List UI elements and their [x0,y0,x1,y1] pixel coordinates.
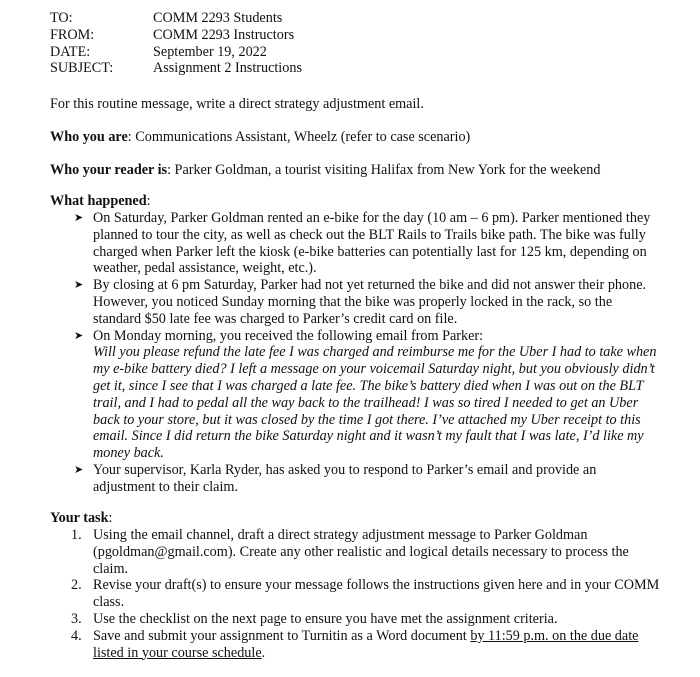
step-text: Revise your draft(s) to ensure your message follows the instructions given here and in your COMM class. [93,577,660,611]
arrow-bullet-icon: ➤ [74,329,84,342]
memo-to-row [50,10,302,27]
memo-date-row [50,44,302,61]
step-end: . [261,644,266,661]
step-number: 2. [71,577,82,594]
memo-to-value: COMM 2293 Students [153,10,283,26]
intro-paragraph: For this routine message, write a direct strategy adjustment email. [50,96,424,112]
bullet-text: By closing at 6 pm Saturday, Parker had not yet returned the bike and did not answer their phone. However, you noticed Sunday morning that the bike was properly locked in the rack, so the standard $50 late fee was charged to Parker’s credit card on file. [93,277,647,327]
list-item [50,628,660,662]
memo-from-label: FROM: [50,26,95,43]
memo-subject-label: SUBJECT: [50,60,114,77]
who-reader-label: Who your reader is [50,162,168,178]
step-number: 3. [71,610,82,627]
step-number: 1. [71,527,82,543]
your-task-colon: : [108,510,113,526]
bullet-text: On Monday morning, you received the following email from Parker: [93,327,484,344]
parker-email-quote: Will you please refund the late fee I was charged and reimburse me for the Uber I had to take when my e-bike battery died? I left a message on your voicemail Saturday night, but you obviously didn’t get it, since I see that I was charged a late fee. The bike’s battery died when I was out on the BLT trail, and I had to pedal all the way back to the trailhead! I was so tired I needed to get an Uber back to your store, but it was closed by the time I got there. I’ve attached my Uber receipt to this email. Since I did return the bike Saturday night and it wasn’t my fault that I was late, I’d like my money back. [93,344,657,462]
what-happened-colon: : [146,193,151,209]
your-task-section [50,510,660,661]
list-item [50,210,660,277]
list-item [50,611,660,628]
step-text: Use the checklist on the next page to ensure you have met the assignment criteria. [93,610,558,627]
arrow-bullet-icon: ➤ [74,279,84,292]
bullet-text: Your supervisor, Karla Ryder, has asked you to respond to Parker’s email and provide an adjustment to their claim. [93,461,597,495]
your-task-label: Your task [50,510,109,526]
list-item [50,328,660,462]
due-date-emphasis: by 11:59 p.m. on the due date listed in your course schedule [93,627,639,661]
step-number: 4. [71,627,82,644]
step-text: Save and submit your assignment to Turnitin as a Word document [93,627,471,644]
memo-header [50,10,302,77]
memo-from-row [50,27,302,44]
bullet-text: On Saturday, Parker Goldman rented an e-bike for the day (10 am – 6 pm). Parker mentioned they planned to tour the city, as well as check out the BLT Rails to Trails bike path. The bike was fully charged when Parker left the kiosk (e-bike batteries can potentially last for 125 km, depending on weather, pedal assistance, weight, etc.). [93,210,651,277]
list-item [50,527,660,577]
memo-subject-value: Assignment 2 Instructions [153,60,302,77]
what-happened-list [50,210,660,496]
who-you-are-paragraph [50,129,470,146]
memo-date-value: September 19, 2022 [153,43,267,60]
memo-to-label: TO: [50,10,73,26]
list-item [50,462,660,496]
what-happened-section [50,193,660,496]
what-happened-heading [50,193,660,210]
arrow-bullet-icon: ➤ [74,212,84,224]
list-item [50,277,660,327]
list-item [50,577,660,611]
arrow-bullet-icon: ➤ [74,463,84,476]
who-reader-value: : Parker Goldman, a tourist visiting Halifax from New York for the weekend [167,162,601,178]
memo-date-label: DATE: [50,43,91,60]
who-reader-paragraph [50,162,600,179]
your-task-heading [50,510,660,527]
memo-from-value: COMM 2293 Instructors [153,26,295,43]
who-you-are-value: : Communications Assistant, Wheelz (refer to case scenario) [127,129,471,145]
task-steps-list [50,527,660,661]
who-you-are-label: Who you are [50,129,128,145]
what-happened-label: What happened [50,193,147,209]
step-text: Using the email channel, draft a direct strategy adjustment message to Parker Goldman (pgoldman@gmail.com). Create any other realistic and logical details necessary to process the claim. [93,527,629,577]
memo-subject-row [50,60,302,77]
